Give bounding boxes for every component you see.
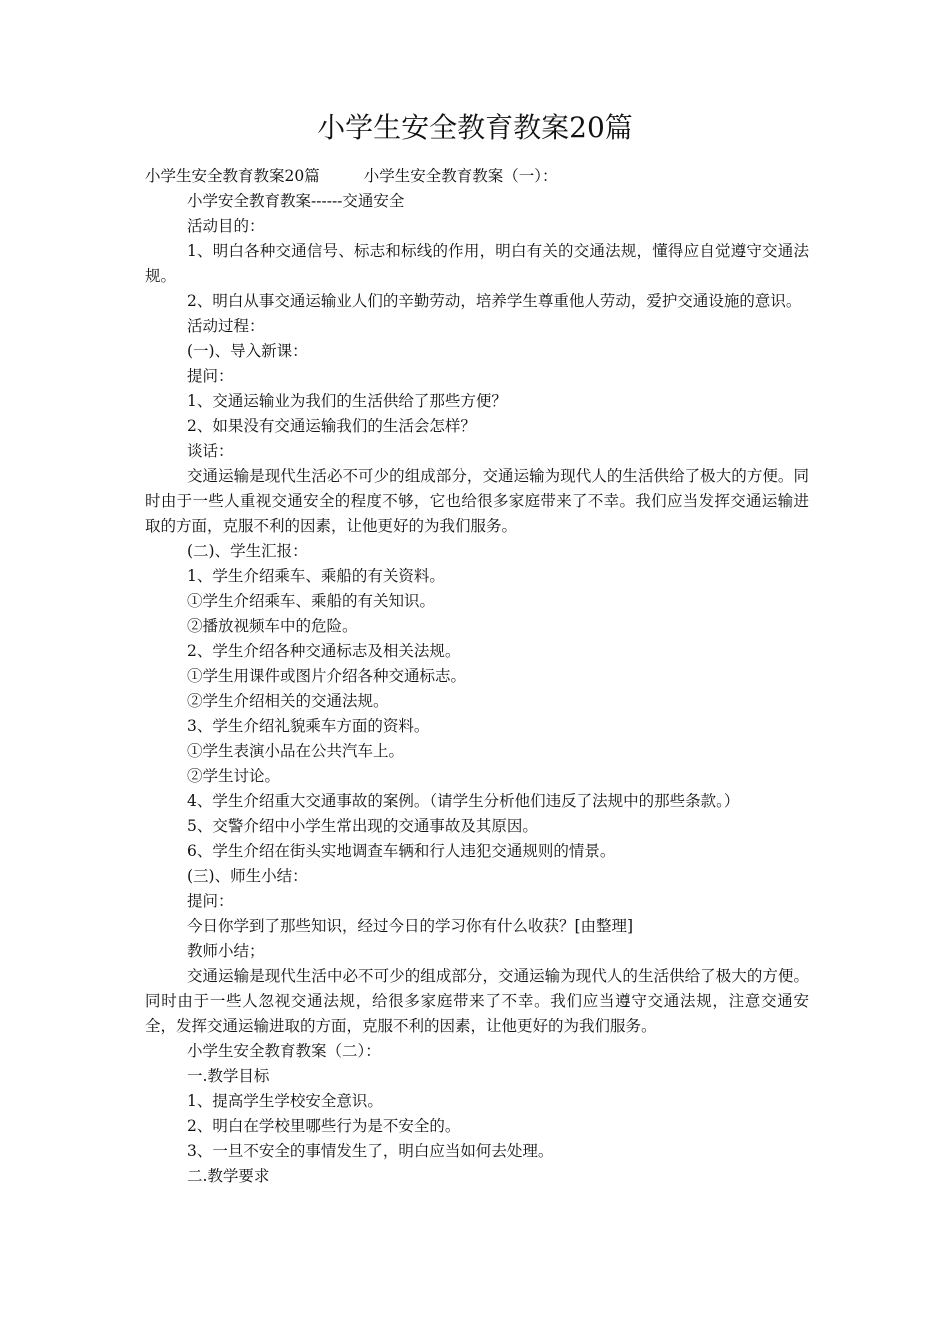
paragraph: (二)、学生汇报： bbox=[187, 542, 308, 560]
paragraph: 小学生安全教育教案（二）： bbox=[187, 1042, 381, 1060]
paragraph: 教师小结； bbox=[187, 942, 265, 960]
paragraph: 2、学生介绍各种交通标志及相关法规。 bbox=[187, 642, 461, 660]
paragraph: 今日你学到了那些知识，经过今日的学习你有什么收获？[由整理] bbox=[187, 917, 634, 935]
paragraph: 活动过程： bbox=[187, 317, 265, 335]
paragraph: ②学生介绍相关的交通法规。 bbox=[187, 692, 389, 710]
paragraph: ①学生用课件或图片介绍各种交通标志。 bbox=[187, 667, 467, 685]
document-body bbox=[145, 164, 809, 1189]
paragraph: 一.教学目标 bbox=[187, 1067, 270, 1085]
paragraph: 2、明白在学校里哪些行为是不安全的。 bbox=[187, 1117, 461, 1135]
paragraph: 6、学生介绍在街头实地调查车辆和行人违犯交通规则的情景。 bbox=[187, 842, 616, 860]
paragraph: 3、一旦不安全的事情发生了，明白应当如何去处理。 bbox=[187, 1142, 554, 1160]
paragraph: 谈话： bbox=[187, 442, 234, 460]
paragraph: 提问： bbox=[187, 892, 234, 910]
intro-right: 小学生安全教育教案（一）： bbox=[363, 167, 558, 185]
paragraph: 1、提高学生学校安全意识。 bbox=[187, 1092, 383, 1110]
paragraph: (三)、师生小结： bbox=[187, 867, 308, 885]
paragraph: 3、学生介绍礼貌乘车方面的资料。 bbox=[187, 717, 430, 735]
paragraph: 小学安全教育教案------交通安全 bbox=[187, 192, 405, 210]
paragraph: ①学生介绍乘车、乘船的有关知识。 bbox=[187, 592, 436, 610]
paragraph: 4、学生介绍重大交通事故的案例。（请学生分析他们违反了法规中的那些条款。） bbox=[187, 792, 740, 810]
paragraph: 交通运输是现代生活必不可少的组成部分，交通运输为现代人的生活供给了极大的方便。同时由于一些人重视交通安全的程度不够，它也给很多家庭带来了不幸。我们应当发挥交通运输进取的方面，克服不利的因素，让他更好的为我们服务。 bbox=[145, 467, 809, 535]
paragraph: 2、如果没有交通运输我们的生活会怎样？ bbox=[187, 417, 476, 435]
paragraph: (一)、导入新课： bbox=[187, 342, 308, 360]
paragraph: ①学生表演小品在公共汽车上。 bbox=[187, 742, 405, 760]
paragraph: 交通运输是现代生活中必不可少的组成部分，交通运输为现代人的生活供给了极大的方便。同时由于一些人忽视交通法规，给很多家庭带来了不幸。我们应当遵守交通法规，注意交通安全，发挥交通运输进取的方面，克服不利的因素，让他更好的为我们服务。 bbox=[145, 967, 809, 1035]
paragraph: 5、交警介绍中小学生常出现的交通事故及其原因。 bbox=[187, 817, 538, 835]
intro-left: 小学生安全教育教案20篇 bbox=[145, 167, 320, 185]
paragraph-list bbox=[145, 189, 809, 1189]
paragraph: 2、明白从事交通运输业人们的辛勤劳动，培养学生尊重他人劳动，爱护交通设施的意识。 bbox=[187, 292, 802, 310]
paragraph: 提问： bbox=[187, 367, 234, 385]
paragraph: 1、交通运输业为我们的生活供给了那些方便？ bbox=[187, 392, 507, 410]
paragraph: ②学生讨论。 bbox=[187, 767, 281, 785]
document-title: 小学生安全教育教案20篇 bbox=[317, 111, 633, 144]
paragraph: 活动目的： bbox=[187, 217, 265, 235]
paragraph: ②播放视频车中的危险。 bbox=[187, 617, 358, 635]
intro-line bbox=[145, 164, 809, 189]
paragraph: 1、学生介绍乘车、乘船的有关资料。 bbox=[187, 567, 445, 585]
paragraph: 1、明白各种交通信号、标志和标线的作用，明白有关的交通法规，懂得应自觉遵守交通法规。 bbox=[145, 242, 809, 285]
paragraph: 二.教学要求 bbox=[187, 1167, 270, 1185]
